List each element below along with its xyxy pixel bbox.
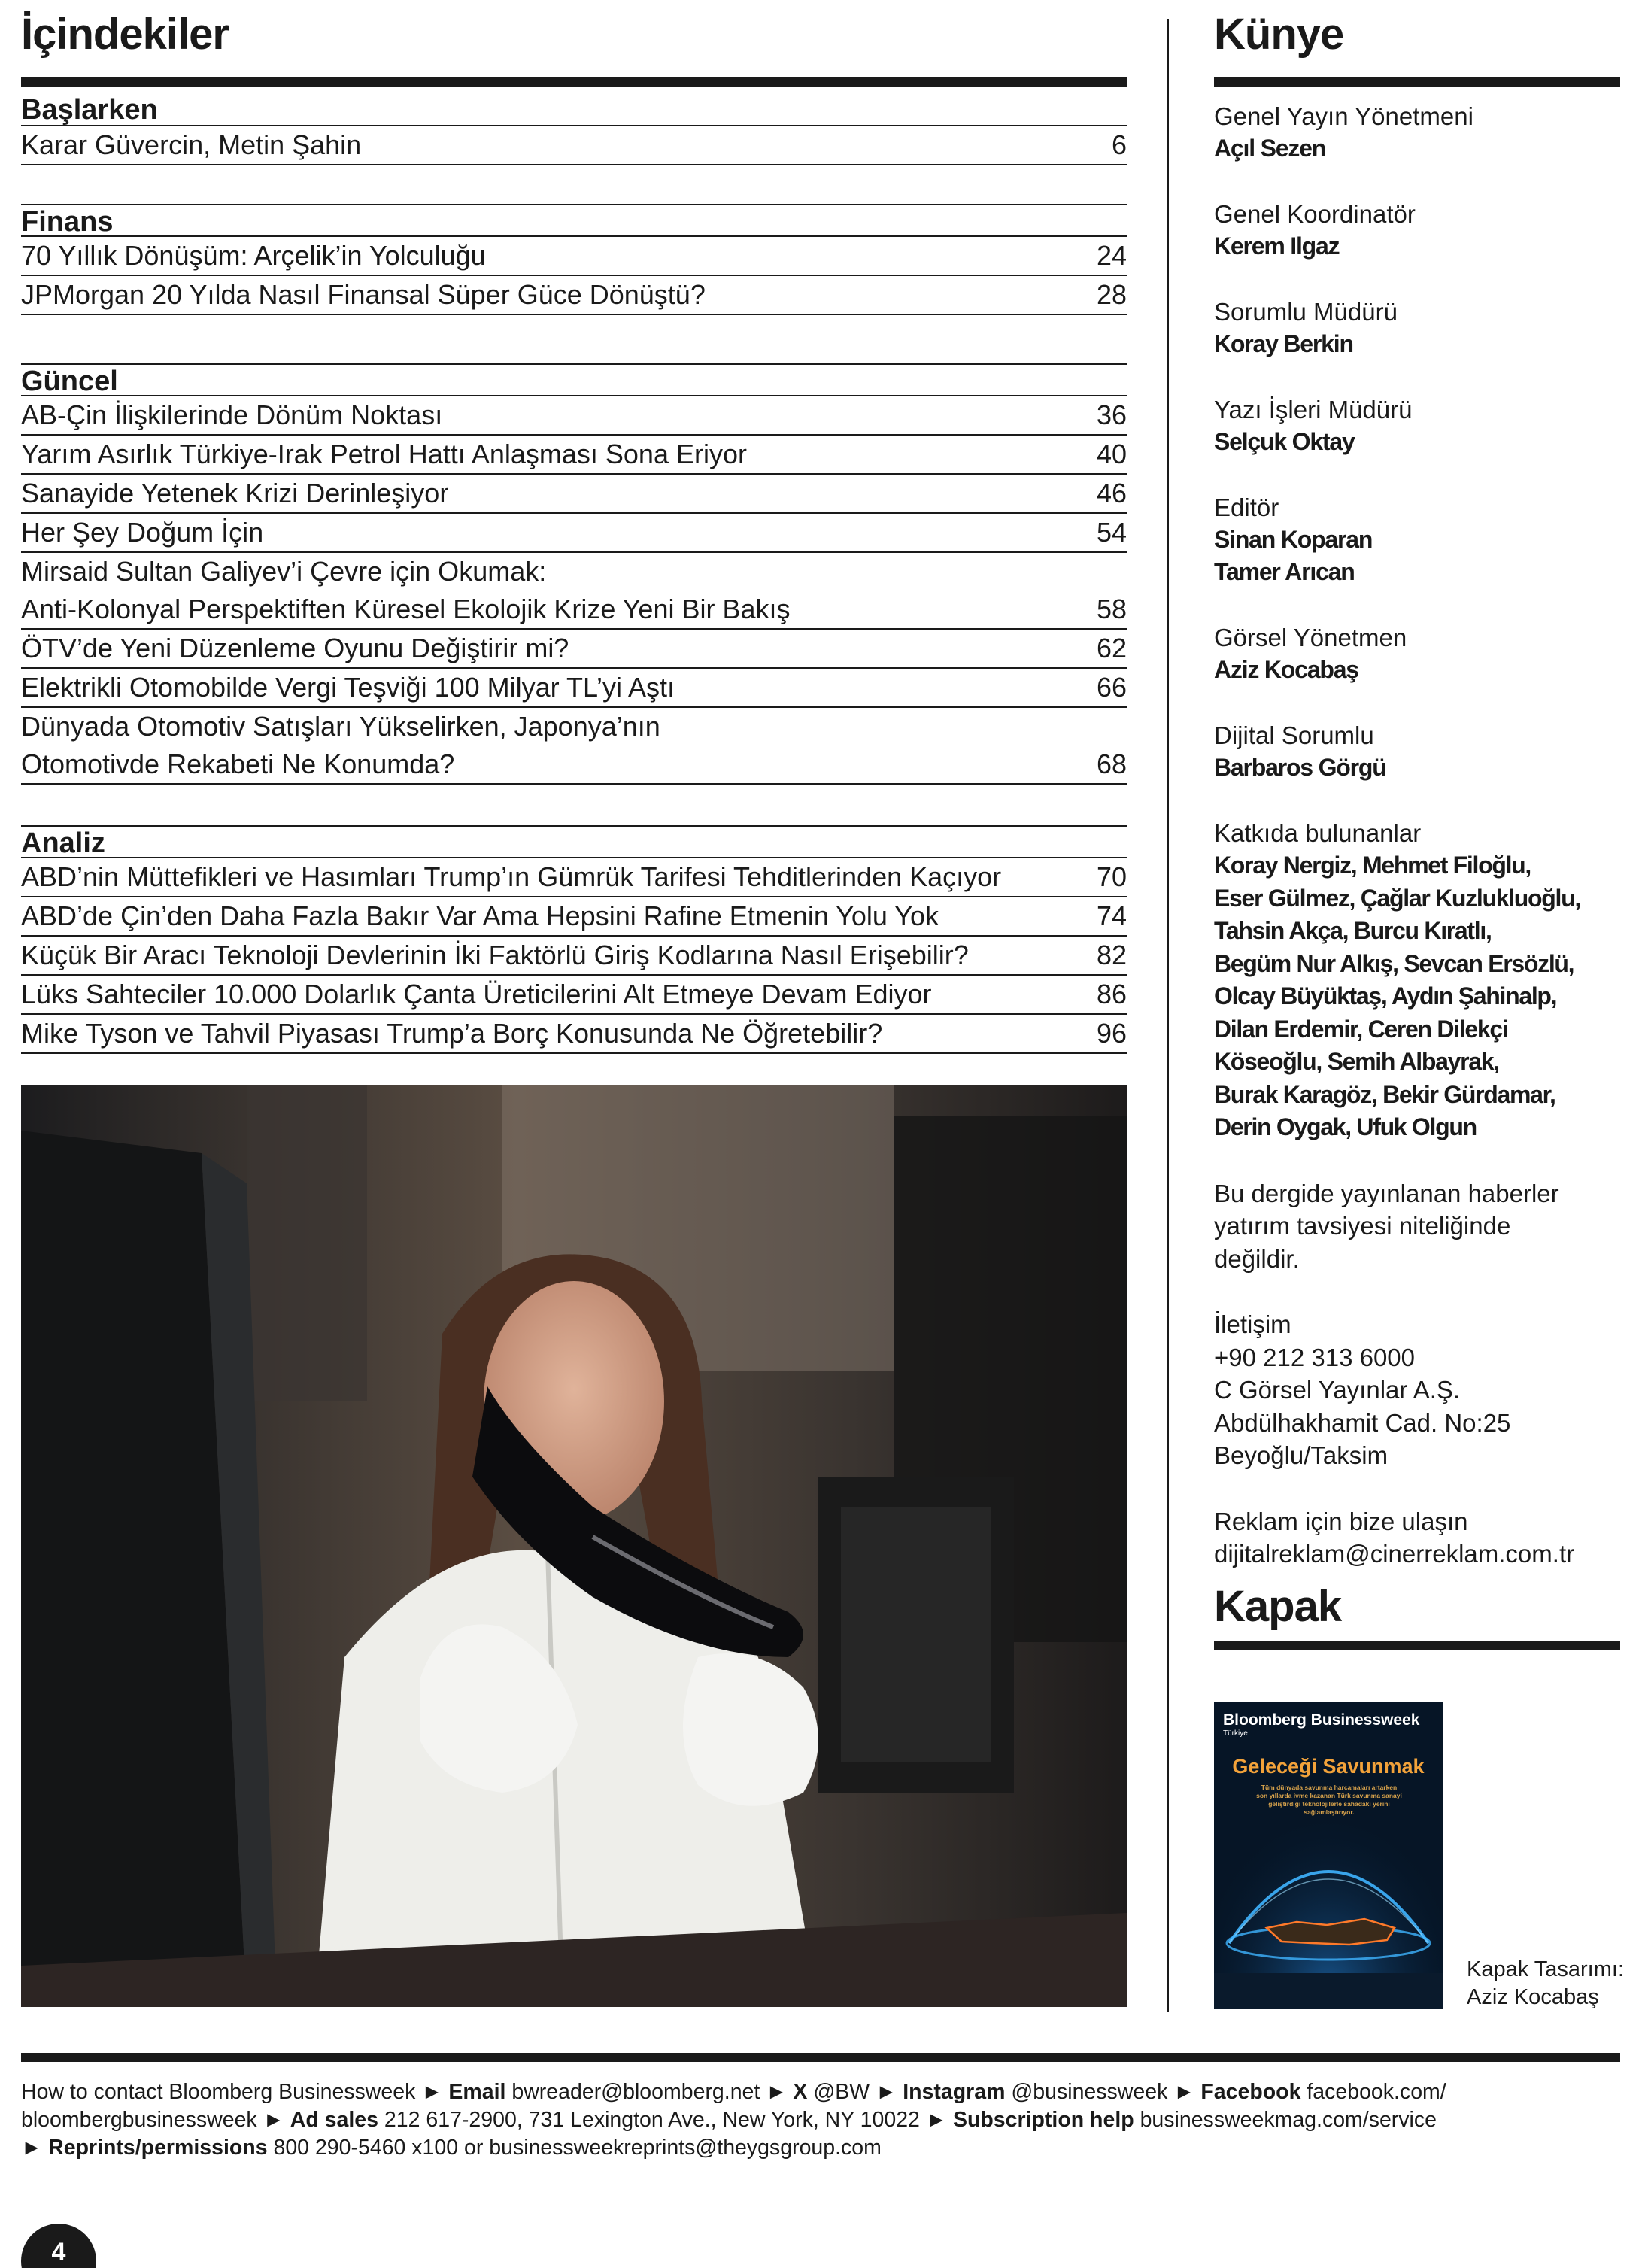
toc-entry-title: Yarım Asırlık Türkiye-Irak Petrol Hattı Anlaşması Sona Eriyor xyxy=(21,439,747,469)
credit-role: Genel Koordinatör xyxy=(1214,200,1416,228)
arrow-icon: ► xyxy=(421,2080,443,2104)
toc-title-rule xyxy=(21,77,1127,87)
toc-entry[interactable] xyxy=(21,976,1127,1015)
toc-entry-title: JPMorgan 20 Yılda Nasıl Finansal Süper Güce Dönüştü? xyxy=(21,279,706,310)
subscription-link[interactable]: businessweekmag.com/service xyxy=(1134,2108,1437,2132)
credit-role: Dijital Sorumlu xyxy=(1214,721,1374,749)
credits-list xyxy=(1214,100,1635,1604)
cover-section-rule xyxy=(1214,1641,1620,1650)
contact-intro: How to contact Bloomberg Businessweek xyxy=(21,2080,422,2104)
cover-edition: Türkiye xyxy=(1223,1729,1248,1738)
cover-headline: Geleceği Savunmak xyxy=(1232,1755,1425,1778)
toc-entry-title: Elektrikli Otomobilde Vergi Teşviği 100 Milyar TL’yi Aştı xyxy=(21,672,675,703)
toc-section-analiz xyxy=(21,825,1127,1054)
credit-item xyxy=(1214,100,1635,165)
x-label: X xyxy=(793,2080,808,2104)
toc-entry[interactable] xyxy=(21,630,1127,669)
contributors-block xyxy=(1214,817,1635,1144)
cover-credit: Kapak Tasarımı: Aziz Kocabaş xyxy=(1467,1957,1625,2009)
toc-entry[interactable] xyxy=(21,237,1127,276)
page-number-badge xyxy=(21,2224,96,2268)
toc-entry-title: Küçük Bir Aracı Teknoloji Devlerinin İki Faktörlü Giriş Kodlarına Nasıl Erişebilir? xyxy=(21,940,969,970)
credit-name: Sinan Koparan Tamer Arıcan xyxy=(1214,526,1373,585)
credit-role: Sorumlu Müdürü xyxy=(1214,298,1398,326)
contributors-label: Katkıda bulunanlar xyxy=(1214,819,1422,847)
credit-name: Açıl Sezen xyxy=(1214,135,1326,162)
toc-entry-title: AB-Çin İlişkilerinde Dönüm Noktası xyxy=(21,399,443,430)
facebook-link[interactable]: facebook.com/ bloombergbusinessweek xyxy=(21,2080,1446,2132)
credit-role: Editör xyxy=(1214,493,1279,521)
toc-entry[interactable] xyxy=(21,669,1127,708)
facebook-label: Facebook xyxy=(1200,2080,1301,2104)
credit-role: Genel Yayın Yönetmeni xyxy=(1214,102,1473,130)
arrow-icon: ► xyxy=(925,2108,948,2132)
footer-rule xyxy=(21,2053,1620,2062)
reprints-text: 800 290-5460 x100 or businessweekreprints@theygsgroup.com xyxy=(267,2136,882,2160)
toc-entry-title: Her Şey Doğum İçin xyxy=(21,517,264,548)
adsales-text: 212 617-2900, 731 Lexington Ave., New York, NY 10022 xyxy=(378,2108,926,2132)
email-label: Email xyxy=(448,2080,506,2104)
toc-entry-page: 46 xyxy=(1096,478,1127,509)
arrow-icon: ► xyxy=(876,2080,897,2104)
contact-info xyxy=(21,2078,1620,2162)
toc-entry-page: 62 xyxy=(1096,633,1127,663)
toc-entry-page: 66 xyxy=(1096,672,1127,703)
toc-section-finans xyxy=(21,204,1127,315)
masthead-title: Künye xyxy=(1214,10,1344,59)
toc-entry-page: 36 xyxy=(1096,399,1127,430)
credit-item xyxy=(1214,491,1635,588)
toc-section-heading: Analiz xyxy=(21,825,1127,858)
toc-section-heading: Başlarken xyxy=(21,93,1127,126)
cover-dek: Tüm dünyada savunma harcamaları artarken son yıllarda ivme kazanan Türk savunma sanayi geliştirdiği teknolojilerle sahadaki yerini sağlamlaştırıyor. xyxy=(1256,1784,1402,1816)
cover-section-title: Kapak xyxy=(1214,1582,1342,1631)
toc-entry-title: ABD’de Çin’den Daha Fazla Bakır Var Ama Hepsini Rafine Etmenin Yolu Yok xyxy=(21,900,939,931)
toc-entry[interactable] xyxy=(21,126,1127,165)
toc-entry[interactable] xyxy=(21,937,1127,976)
page-number: 4 xyxy=(51,2238,66,2266)
ads-contact: Reklam için bize ulaşın dijitalreklam@cinerreklam.com.tr xyxy=(1214,1507,1575,1568)
hero-photo-illustration xyxy=(21,1085,1127,2007)
disclaimer-text: Bu dergide yayınlanan haberler yatırım tavsiyesi niteliğinde değildir. xyxy=(1214,1179,1559,1273)
arrow-icon: ► xyxy=(263,2108,284,2132)
cover-thumbnail[interactable] xyxy=(1214,1702,1443,2009)
cover-illustration xyxy=(1214,1702,1443,2009)
credit-item xyxy=(1214,296,1635,360)
toc-entry-title: Lüks Sahteciler 10.000 Dolarlık Çanta Üreticilerini Alt Etmeye Devam Ediyor xyxy=(21,979,932,1010)
instagram-label: Instagram xyxy=(903,2080,1006,2104)
toc-entry-page: 58 xyxy=(1096,594,1127,624)
adsales-label: Ad sales xyxy=(290,2108,378,2132)
toc-entry-page: 96 xyxy=(1096,1018,1127,1049)
toc-entry-title: Mirsaid Sultan Galiyev’i Çevre için Okumak: Anti-Kolonyal Perspektiften Küresel Ekolojik Krize Yeni Bir Bakış xyxy=(21,556,791,624)
email-link[interactable]: bwreader@bloomberg.net xyxy=(505,2080,766,2104)
toc-entry[interactable] xyxy=(21,708,1127,785)
toc-entry[interactable] xyxy=(21,553,1127,630)
toc-entry[interactable] xyxy=(21,276,1127,315)
toc-entry-page: 24 xyxy=(1096,240,1127,271)
toc-entry-page: 82 xyxy=(1096,940,1127,970)
toc-section-guncel xyxy=(21,363,1127,785)
toc-entry[interactable] xyxy=(21,475,1127,514)
toc-entry[interactable] xyxy=(21,396,1127,436)
reprints-label: Reprints/permissions xyxy=(48,2136,268,2160)
toc-entry[interactable] xyxy=(21,897,1127,937)
credit-item xyxy=(1214,719,1635,784)
toc-entry-title: ÖTV’de Yeni Düzenleme Oyunu Değiştirir mi? xyxy=(21,633,569,663)
x-link[interactable]: @BW xyxy=(807,2080,876,2104)
toc-section-heading: Güncel xyxy=(21,363,1127,396)
toc-entry-title: Sanayide Yetenek Krizi Derinleşiyor xyxy=(21,478,449,509)
toc-entry-page: 54 xyxy=(1096,517,1127,548)
toc-entry[interactable] xyxy=(21,514,1127,553)
credit-name: Barbaros Görgü xyxy=(1214,754,1386,781)
toc-entry-title: 70 Yıllık Dönüşüm: Arçelik’in Yolculuğu xyxy=(21,240,486,271)
toc-entry-title: ABD’nin Müttefikleri ve Hasımları Trump’ın Gümrük Tarifesi Tehditlerinden Kaçıyor xyxy=(21,861,1002,892)
credit-name: Selçuk Oktay xyxy=(1214,428,1355,455)
toc-entry[interactable] xyxy=(21,858,1127,897)
credit-item xyxy=(1214,198,1635,263)
toc-section-heading: Finans xyxy=(21,204,1127,237)
toc-entry-page: 28 xyxy=(1096,279,1127,310)
arrow-icon: ► xyxy=(766,2080,788,2104)
credit-role: Yazı İşleri Müdürü xyxy=(1214,396,1413,424)
contact-address: İletişim +90 212 313 6000 C Görsel Yayınlar A.Ş. Abdülhakhamit Cad. No:25 Beyoğlu/Taksim xyxy=(1214,1310,1511,1469)
masthead-title-rule xyxy=(1214,77,1620,87)
toc-entry-page: 6 xyxy=(1111,129,1127,160)
contributors-names: Koray Nergiz, Mehmet Filoğlu, Eser Gülmez, Çağlar Kuzlukluoğlu, Tahsin Akça, Burcu Kıratlı, Begüm Nur Alkış, Sevcan Ersözlü, Olcay Büyüktaş, Aydın Şahinalp, Dilan Erdemir, Ceren Dilekçi Köseoğlu, Semih Albayrak, Burak Karagöz, Bekir Gürdamar, Derin Oygak, Ufuk Olgun xyxy=(1214,852,1580,1140)
column-divider xyxy=(1167,19,1169,2012)
credit-item xyxy=(1214,621,1635,686)
credit-role: Görsel Yönetmen xyxy=(1214,624,1407,651)
arrow-icon: ► xyxy=(21,2136,43,2160)
hero-photo xyxy=(21,1085,1127,2007)
toc-entry-title: Mike Tyson ve Tahvil Piyasası Trump’a Borç Konusunda Ne Öğretebilir? xyxy=(21,1018,883,1049)
credit-name: Aziz Kocabaş xyxy=(1214,656,1358,683)
arrow-icon: ► xyxy=(1173,2080,1195,2104)
toc-title: İçindekiler xyxy=(21,10,229,59)
toc-entry-page: 40 xyxy=(1096,439,1127,469)
cover-brand: Bloomberg Businessweek xyxy=(1223,1711,1420,1729)
toc-entry-page: 70 xyxy=(1096,861,1127,892)
toc-entry-page: 74 xyxy=(1096,900,1127,931)
toc-entry[interactable] xyxy=(21,436,1127,475)
instagram-link[interactable]: @businessweek xyxy=(1005,2080,1174,2104)
toc-entry-page: 86 xyxy=(1096,979,1127,1010)
subscription-label: Subscription help xyxy=(952,2108,1134,2132)
credit-name: Kerem Ilgaz xyxy=(1214,232,1340,260)
credit-name: Koray Berkin xyxy=(1214,330,1353,357)
toc-section-baslarken xyxy=(21,93,1127,165)
credit-item xyxy=(1214,393,1635,458)
toc-entry-page: 68 xyxy=(1096,748,1127,779)
toc-entry-title: Dünyada Otomotiv Satışları Yükselirken, Japonya’nın Otomotivde Rekabeti Ne Konumda? xyxy=(21,711,660,779)
toc-entry[interactable] xyxy=(21,1015,1127,1054)
toc-entry-title: Karar Güvercin, Metin Şahin xyxy=(21,129,362,160)
